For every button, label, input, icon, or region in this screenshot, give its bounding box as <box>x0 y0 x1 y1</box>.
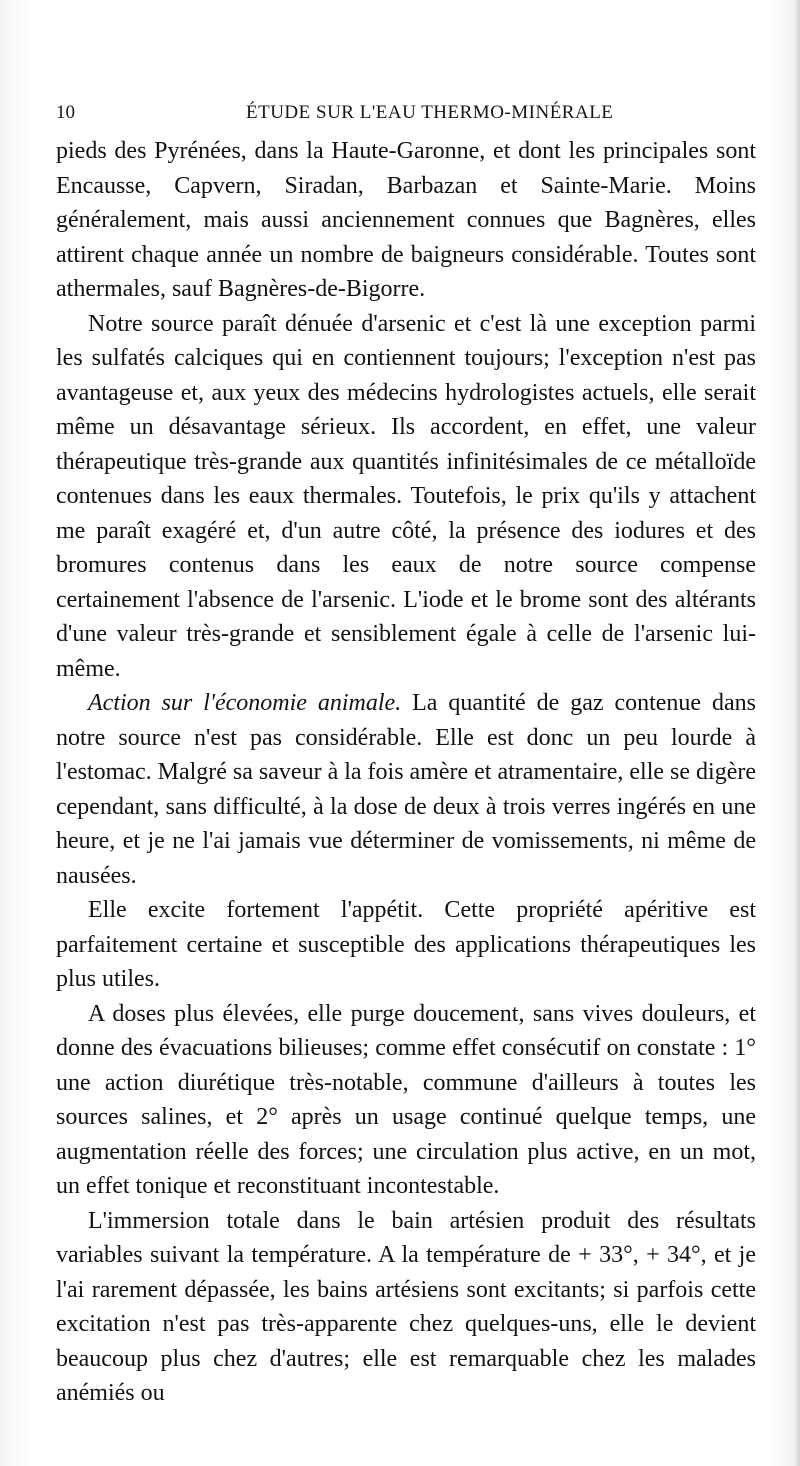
section-heading: Action sur l'économie animale. <box>88 690 402 716</box>
page-header <box>56 102 756 132</box>
page-number: 10 <box>56 102 75 123</box>
paragraph-1: pieds des Pyrénées, dans la Haute-Garonne, et dont les principales sont Encausse, Capvern, Siradan, Barbazan et Sainte-Marie. Moins généralement, mais aussi anciennement connues que Bagnères, elles attirent chaque année un nombre de baigneurs considérable. Toutes sont athermales, sauf Bagnères-de-Bigorre. <box>56 138 756 302</box>
body-text <box>56 134 756 1411</box>
running-title: ÉTUDE SUR L'EAU THERMO-MINÉRALE <box>246 102 614 123</box>
paragraph-4: Elle excite fortement l'appétit. Cette propriété apéritive est parfaitement certaine et susceptible des applications thérapeutiques les plus utiles. <box>56 897 756 992</box>
paragraph-3-text: La quantité de gaz contenue dans notre source n'est pas considérable. Elle est donc un peu lourde à l'estomac. Malgré sa saveur à la fois amère et atramentaire, elle se digère cependant, sans difficulté, à la dose de deux à trois verres ingérés en une heure, et je ne l'ai jamais vue déterminer de vomissements, ni même de nausées. <box>56 690 756 889</box>
page-edge-shadow <box>794 0 800 1466</box>
paragraph-2: Notre source paraît dénuée d'arsenic et c'est là une exception parmi les sulfatés calciques qui en contiennent toujours; l'exception n'est pas avantageuse et, aux yeux des médecins hydrologistes actuels, elle serait même un désavantage sérieux. Ils accordent, en effet, une valeur thérapeutique très-grande aux quantités infinitésimales de ce métalloïde contenues dans les eaux thermales. Toutefois, le prix qu'ils y attachent me paraît exagéré et, d'un autre côté, la présence des iodures et des bromures contenus dans les eaux de notre source compense certainement l'absence de l'arsenic. L'iode et le brome sont des altérants d'une valeur très-grande et sensiblement égale à celle de l'arsenic lui-même. <box>56 310 756 682</box>
paragraph-3 <box>56 686 756 893</box>
paragraph-5: A doses plus élevées, elle purge doucement, sans vives douleurs, et donne des évacuations bilieuses; comme effet consécutif on constate : 1° une action diurétique très-notable, commune d'ailleurs à toutes les sources salines, et 2° après un usage continué quelque temps, une augmentation réelle des forces; une circulation plus active, en un mot, un effet tonique et reconstituant incontestable. <box>56 1000 756 1199</box>
paragraph-6: L'immersion totale dans le bain artésien produit des résultats variables suivant la température. A la température de + 33°, + 34°, et je l'ai rarement dépassée, les bains artésiens sont excitants; si parfois cette excitation n'est pas très-apparente chez quelques-uns, elle le devient beaucoup plus chez d'autres; elle est remarquable chez les malades anémiés ou <box>56 1207 756 1406</box>
